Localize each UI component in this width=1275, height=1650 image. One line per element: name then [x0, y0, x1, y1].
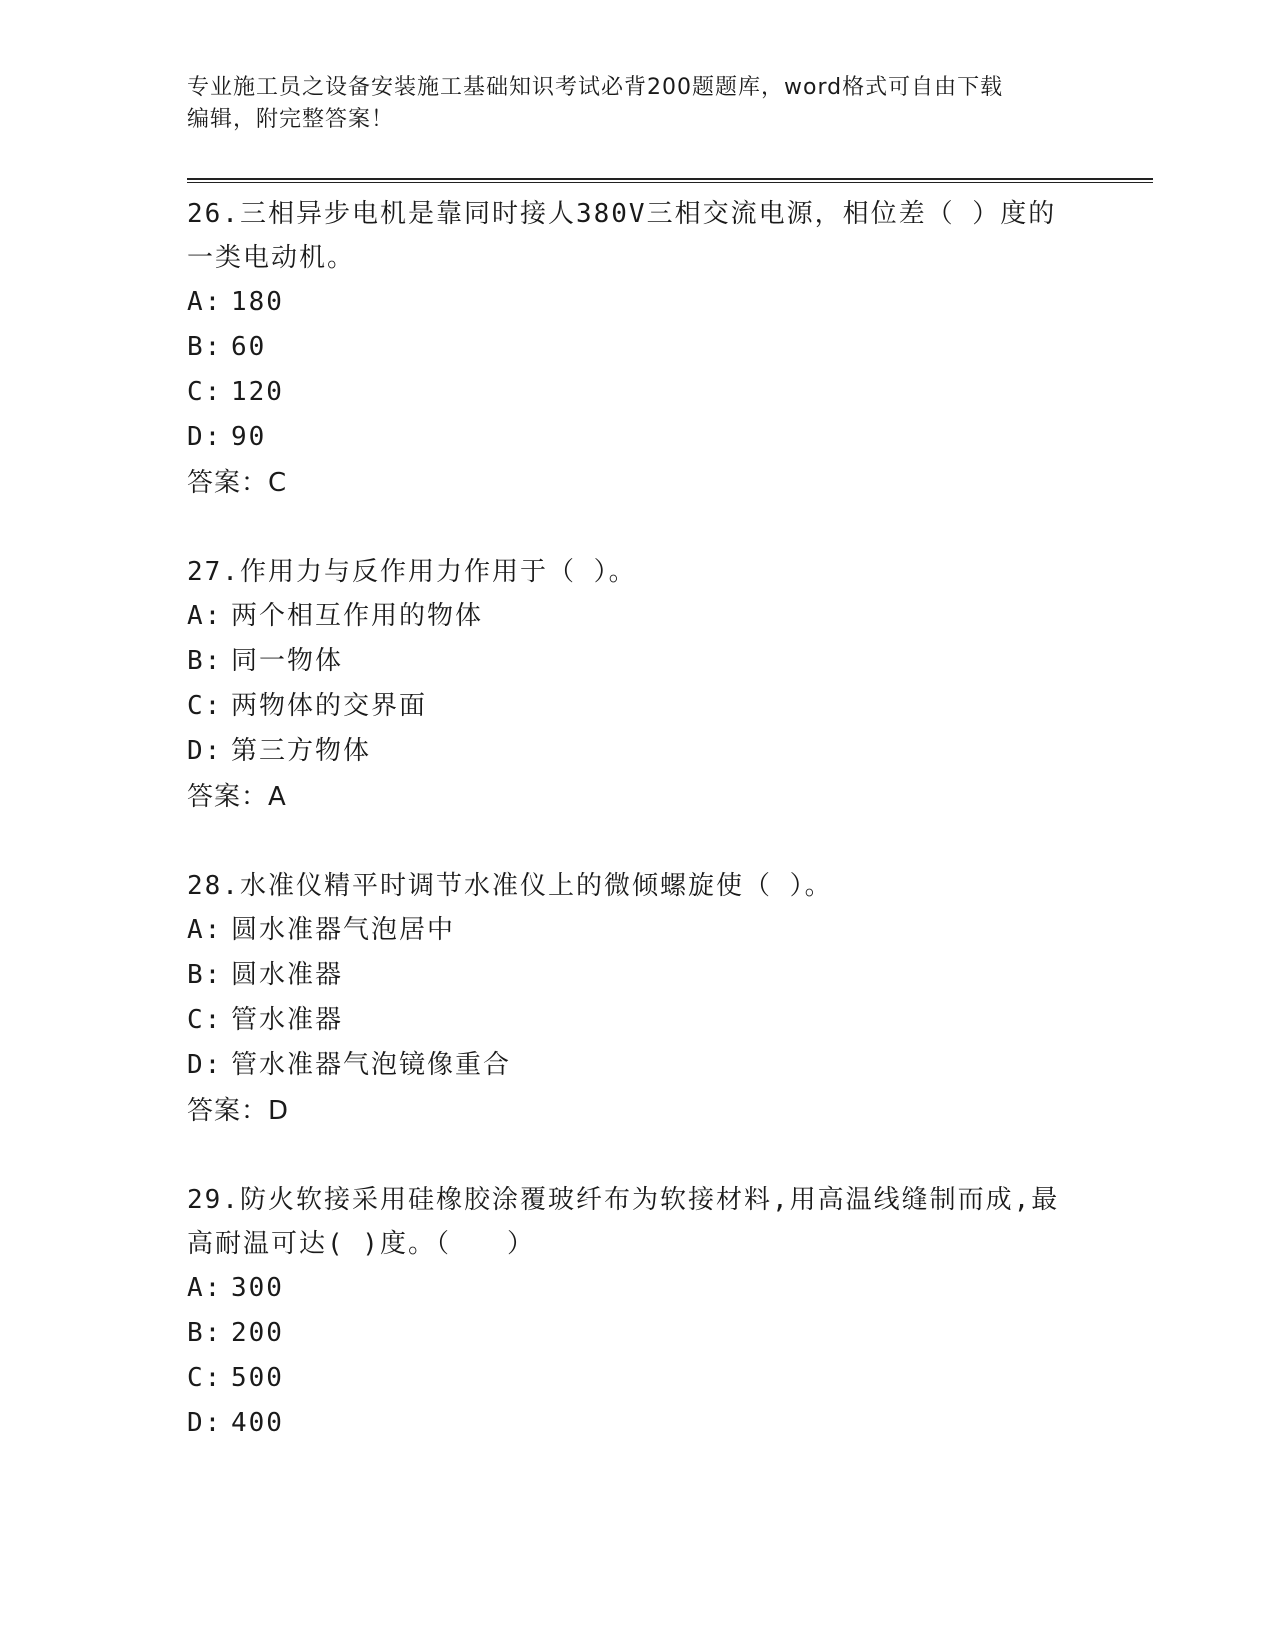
option-b — [187, 639, 1087, 684]
option-label: C: — [187, 377, 223, 407]
option-text: 两物体的交界面 — [231, 691, 428, 721]
option-d — [187, 1043, 1087, 1088]
option-c — [187, 370, 1087, 415]
option-label: A: — [187, 1273, 223, 1303]
option-label: B: — [187, 332, 223, 362]
option-text: 圆水准器气泡居中 — [231, 915, 456, 945]
question-item — [187, 864, 1087, 1134]
option-b — [187, 1311, 1087, 1356]
option-text: 60 — [231, 332, 267, 362]
option-text: 500 — [231, 1363, 284, 1393]
option-label: A: — [187, 287, 223, 317]
option-text: 200 — [231, 1318, 284, 1348]
question-stem: 28.水准仪精平时调节水准仪上的微倾螺旋使（ ）。 — [187, 871, 833, 901]
option-text: 120 — [231, 377, 284, 407]
option-label: C: — [187, 1363, 223, 1393]
option-a — [187, 908, 1087, 953]
question-stem: 26.三相异步电机是靠同时接人380V三相交流电源，相位差（ ）度的一类电动机。 — [187, 199, 1057, 273]
option-label: C: — [187, 691, 223, 721]
option-label: B: — [187, 960, 223, 990]
option-c — [187, 1356, 1087, 1401]
option-label: D: — [187, 422, 223, 452]
question-item — [187, 1178, 1087, 1446]
option-label: A: — [187, 915, 223, 945]
option-text: 两个相互作用的物体 — [231, 601, 484, 631]
option-d — [187, 1401, 1087, 1446]
option-text: 圆水准器 — [231, 960, 344, 990]
answer-line: 答案：A — [187, 782, 287, 812]
option-text: 400 — [231, 1408, 284, 1438]
option-text: 管水准器气泡镜像重合 — [231, 1050, 512, 1080]
option-label: B: — [187, 1318, 223, 1348]
option-text: 同一物体 — [231, 646, 344, 676]
option-text: 管水准器 — [231, 1005, 344, 1035]
question-item — [187, 192, 1087, 506]
option-a — [187, 280, 1087, 325]
option-label: C: — [187, 1005, 223, 1035]
document-header — [187, 72, 1067, 136]
option-d — [187, 415, 1087, 460]
option-text: 90 — [231, 422, 267, 452]
question-list — [187, 192, 1087, 1490]
header-line-1: 专业施工员之设备安装施工基础知识考试必背200题题库，word格式可自由下载 — [187, 75, 1004, 100]
question-stem: 29.防火软接采用硅橡胶涂覆玻纤布为软接材料,用高温线缝制而成,最高耐温可达( )度。（ ） — [187, 1185, 1060, 1259]
answer-line: 答案：D — [187, 1096, 290, 1126]
option-text: 第三方物体 — [231, 736, 372, 766]
option-label: D: — [187, 1050, 223, 1080]
option-a — [187, 594, 1087, 639]
option-b — [187, 953, 1087, 998]
option-d — [187, 729, 1087, 774]
header-line-2: 编辑，附完整答案！ — [187, 107, 395, 132]
option-label: A: — [187, 601, 223, 631]
option-label: B: — [187, 646, 223, 676]
header-divider-thin — [187, 182, 1153, 183]
option-b — [187, 325, 1087, 370]
option-c — [187, 998, 1087, 1043]
option-text: 300 — [231, 1273, 284, 1303]
option-a — [187, 1266, 1087, 1311]
question-item — [187, 550, 1087, 820]
answer-line: 答案：C — [187, 468, 288, 498]
header-divider-thick — [187, 178, 1153, 180]
option-c — [187, 684, 1087, 729]
option-label: D: — [187, 1408, 223, 1438]
option-label: D: — [187, 736, 223, 766]
option-text: 180 — [231, 287, 284, 317]
question-stem: 27.作用力与反作用力作用于（ ）。 — [187, 557, 637, 587]
